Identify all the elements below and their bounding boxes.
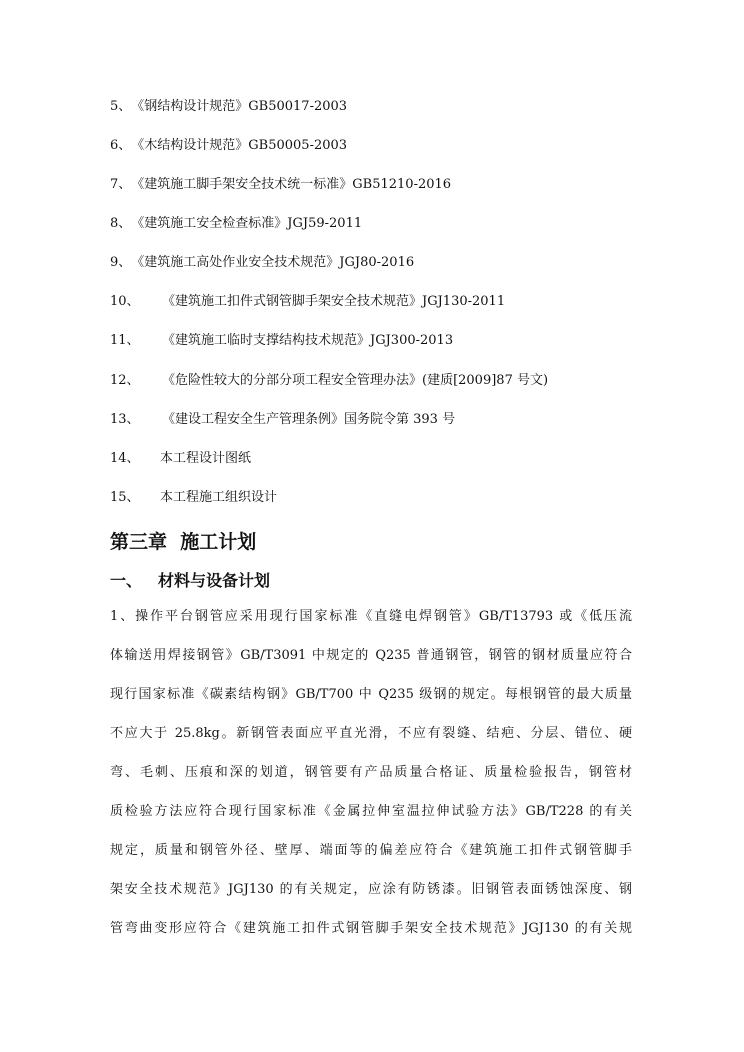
list-item: [110, 137, 347, 155]
section-number: 一、: [110, 571, 143, 590]
item-text: 《建筑施工安全检查标准》JGJ59-2011: [131, 216, 363, 231]
list-item: [110, 450, 251, 468]
list-item: [110, 411, 455, 429]
item-number: 9、: [110, 255, 132, 270]
item-number: 15、: [110, 490, 140, 505]
list-item: [110, 372, 548, 390]
item-number: 5、: [110, 99, 132, 114]
paragraph-line: 规定，质量和钢管外径、壁厚、端面等的偏差应符合《建筑施工扣件式钢管脚手: [110, 843, 632, 858]
list-item: [110, 215, 362, 233]
item-text: 《建筑施工扣件式钢管脚手架安全技术规范》JGJ130-2011: [162, 294, 506, 309]
list-item: [110, 293, 505, 311]
item-number: 7、: [110, 177, 132, 192]
item-number: 14、: [110, 451, 140, 466]
item-text: 《建筑施工临时支撑结构技术规范》JGJ300-2013: [162, 333, 454, 348]
section-title: 材料与设备计划: [158, 571, 271, 590]
item-text: 《危险性较大的分部分项工程安全管理办法》(建质[2009]87 号文): [162, 373, 549, 388]
item-number: 6、: [110, 138, 132, 153]
paragraph-line: 弯、毛刺、压痕和深的划道，钢管要有产品质量合格证、质量检验报告，钢管材: [110, 765, 632, 780]
paragraph-line: 1、操作平台钢管应采用现行国家标准《直缝电焊钢管》GB/T13793 或《低压流: [110, 609, 632, 624]
item-number: 12、: [110, 373, 140, 388]
chapter-title: 第三章 施工计划: [110, 531, 257, 553]
item-number: 13、: [110, 412, 140, 427]
list-item: [110, 332, 453, 350]
list-item: [110, 254, 414, 272]
item-text: 本工程施工组织设计: [160, 490, 278, 505]
item-text: 本工程设计图纸: [160, 451, 252, 466]
list-item: [110, 98, 347, 116]
item-number: 11、: [110, 333, 140, 348]
paragraph-line: 管弯曲变形应符合《建筑施工扣件式钢管脚手架安全技术规范》JGJ130 的有关规: [110, 921, 632, 936]
item-number: 8、: [110, 216, 132, 231]
list-item: [110, 176, 451, 194]
section-heading: [110, 568, 270, 591]
item-text: 《建筑施工高处作业安全技术规范》JGJ80-2016: [131, 255, 415, 270]
item-number: 10、: [110, 294, 140, 309]
paragraph-line: 现行国家标准《碳素结构钢》GB/T700 中 Q235 级钢的规定。每根钢管的最大质量: [110, 687, 632, 702]
paragraph-line: 质检验方法应符合现行国家标准《金属拉伸室温拉伸试验方法》GB/T228 的有关: [110, 804, 632, 819]
item-text: 《建筑施工脚手架安全技术统一标准》GB51210-2016: [131, 177, 452, 192]
paragraph-line: 架安全技术规范》JGJ130 的有关规定，应涂有防锈漆。旧钢管表面锈蚀深度、钢: [110, 882, 632, 897]
item-text: 《钢结构设计规范》GB50017-2003: [131, 99, 348, 114]
paragraph-line: 体输送用焊接钢管》GB/T3091 中规定的 Q235 普通钢管，钢管的钢材质量应符合: [110, 648, 632, 663]
item-text: 《木结构设计规范》GB50005-2003: [131, 138, 348, 153]
item-text: 《建设工程安全生产管理条例》国务院令第 393 号: [162, 412, 456, 427]
paragraph-line: 不应大于 25.8kg。新钢管表面应平直光滑，不应有裂缝、结疤、分层、错位、硬: [110, 726, 632, 741]
list-item: [110, 489, 277, 507]
